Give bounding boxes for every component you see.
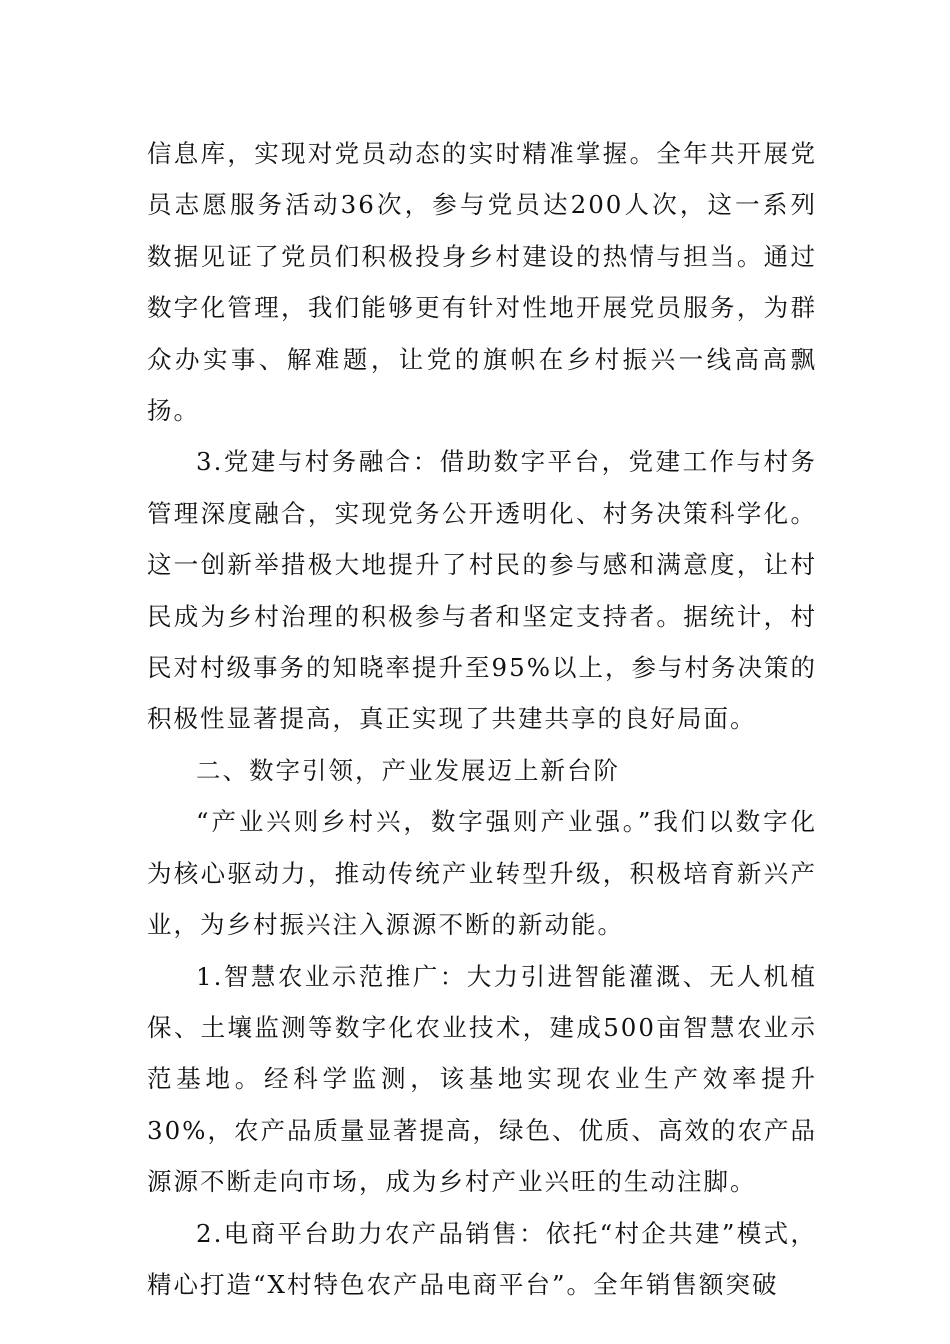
paragraph-industry-quote: “产业兴则乡村兴，数字强则产业强。”我们以数字化为核心驱动力，推动传统产业转型升级，积极培育新兴产业，为乡村振兴注入源源不断的新动能。 (147, 807, 817, 940)
paragraph-ecommerce-platform: 2.电商平台助力农产品销售：依托“村企共建”模式，精心打造“X村特色农产品电商平台”。全年销售额突破 (147, 1218, 817, 1299)
document-body (147, 128, 817, 1310)
paragraph-smart-agriculture: 1.智慧农业示范推广：大力引进智能灌溉、无人机植保、土壤监测等数字化农业技术，建成500亩智慧农业示范基地。经科学监测，该基地实现农业生产效率提升30%，农产品质量显著提高，绿色、优质、高效的农产品源源不断走向市场，成为乡村产业兴旺的生动注脚。 (147, 961, 817, 1197)
paragraph-party-village-integration: 3.党建与村务融合：借助数字平台，党建工作与村务管理深度融合，实现党务公开透明化、村务决策科学化。这一创新举措极大地提升了村民的参与感和满意度，让村民成为乡村治理的积极参与者和坚定支持者。据统计，村民对村级事务的知晓率提升至95%以上，参与村务决策的积极性显著提高，真正实现了共建共享的良好局面。 (147, 447, 817, 734)
paragraph-party-member-database: 信息库，实现对党员动态的实时精准掌握。全年共开展党员志愿服务活动36次，参与党员达200人次，这一系列数据见证了党员们积极投身乡村建设的热情与担当。通过数字化管理，我们能够更有针对性地开展党员服务，为群众办实事、解难题，让党的旗帜在乡村振兴一线高高飘扬。 (147, 139, 817, 426)
section-heading-digital-industry: 二、数字引领，产业发展迈上新台阶 (196, 755, 620, 785)
